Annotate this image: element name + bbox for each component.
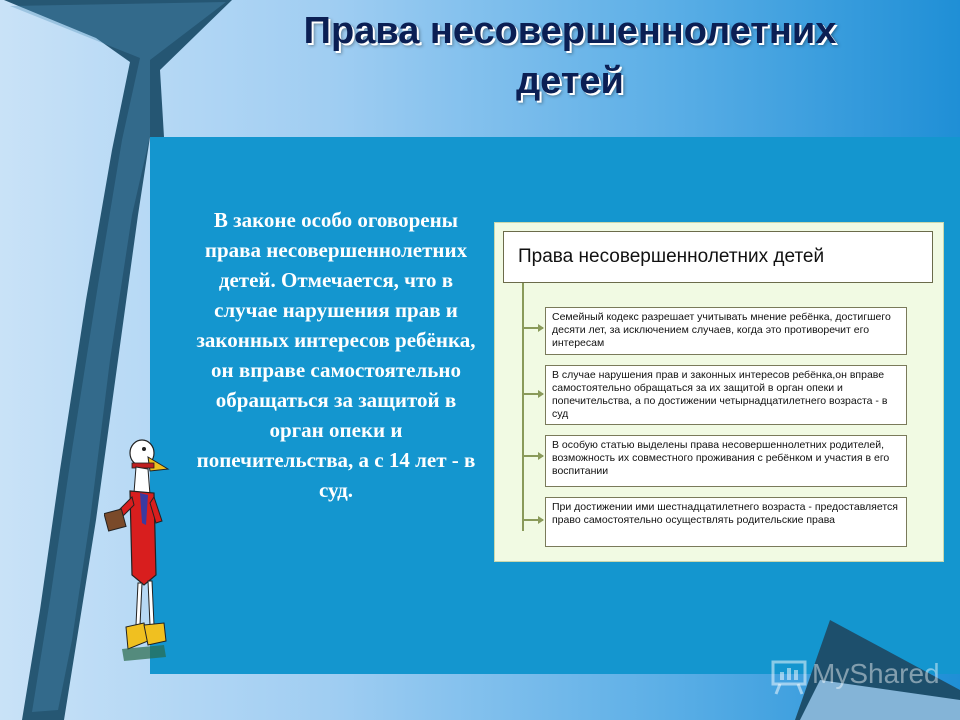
arrow-icon [538, 516, 544, 524]
watermark-text: MyShared [812, 658, 940, 689]
arrow-icon [538, 324, 544, 332]
arrow-icon [538, 390, 544, 398]
arrow-icon [538, 452, 544, 460]
slide-title [240, 6, 900, 106]
diagram-item-3: В особую статью выделены права несовершеннолетних родителей, возможность их совместного проживания с ребёнком и участия в его воспитании [545, 435, 907, 487]
diagram-connector-vertical [522, 283, 524, 531]
rights-diagram [494, 222, 944, 562]
duck-character-illustration [104, 435, 170, 663]
diagram-item-4: При достижении ими шестнадцатилетнего возраста - предоставляется право самостоятельно осуществлять родительские права [545, 497, 907, 547]
title-line-2: детей [516, 60, 624, 102]
diagram-header: Права несовершеннолетних детей [503, 231, 933, 283]
diagram-item-2: В случае нарушения прав и законных интересов ребёнка,он вправе самостоятельно обращаться за их защитой в орган опеки и попечительства, а по достижении четырнадцатилетнего возраста - в суд [545, 365, 907, 425]
slide-body-text: В законе особо оговорены права несовершеннолетних детей. Отмечается, что в случае нарушения прав и законных интересов ребёнка, он вправе самостоятельно обращаться за защитой в орган опеки и попечительства, а с 14 лет - в суд. [196, 208, 476, 502]
diagram-item-1: Семейный кодекс разрешает учитывать мнение ребёнка, достигшего десяти лет, за исключением случаев, когда это противоречит его интересам [545, 307, 907, 355]
title-line-1: Права несовершеннолетних [303, 10, 837, 52]
presentation-board-icon [770, 658, 808, 696]
watermark [770, 652, 940, 696]
